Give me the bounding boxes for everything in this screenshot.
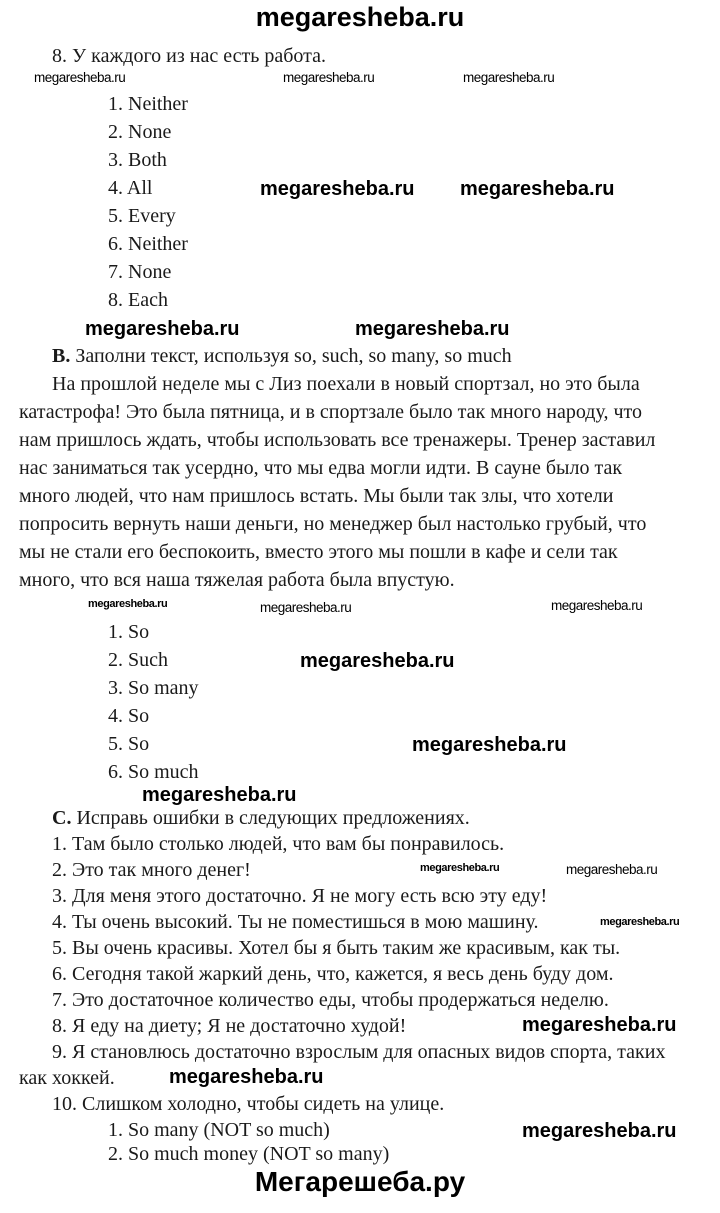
watermark: megaresheba.ru (142, 784, 297, 806)
answer-c-2: 2. So much money (NOT so many) (108, 1143, 390, 1165)
answer-a-8: 8. Each (108, 289, 168, 311)
sentence-c-1: 1. Там было столько людей, что вам бы понравилось. (52, 833, 505, 855)
watermark: megaresheba.ru (522, 1014, 677, 1036)
answer-a-1: 1. Neither (108, 93, 188, 115)
watermark: megaresheba.ru (260, 600, 352, 615)
watermark: megaresheba.ru (300, 650, 455, 672)
answer-b-4: 4. So (108, 705, 150, 727)
answer-a-7: 7. None (108, 261, 172, 283)
text-line: нас заниматься так усердно, что мы едва могли идти. В сауне было так (19, 457, 623, 479)
sentence-c-9-cont: как хоккей. (19, 1067, 115, 1089)
section-a-item-8: 8. У каждого из нас есть работа. (52, 45, 326, 67)
watermark: megaresheba.ru (460, 178, 615, 200)
sentence-c-5: 5. Вы очень красивы. Хотел бы я быть таким же красивым, как ты. (52, 937, 621, 959)
watermark: megaresheba.ru (85, 318, 240, 340)
section-c-letter: C. (52, 807, 72, 829)
watermark: megaresheba.ru (566, 862, 658, 877)
section-b-heading (52, 344, 512, 368)
watermark: megaresheba.ru (600, 916, 680, 928)
answer-b-5: 5. So (108, 733, 150, 755)
sentence-c-4: 4. Ты очень высокий. Ты не поместишься в мою машину. (52, 911, 539, 933)
site-footer-title: Мегарешеба.ру (254, 1166, 466, 1197)
text-line: катастрофа! Это была пятница, и в спортзале было так много народу, что (19, 401, 642, 423)
sentence-c-6: 6. Сегодня такой жаркий день, что, кажется, я весь день буду дом. (52, 963, 614, 985)
answer-a-4: 4. All (108, 177, 153, 199)
answer-b-3: 3. So many (108, 677, 199, 699)
watermark: megaresheba.ru (34, 70, 126, 85)
answer-a-5: 5. Every (108, 205, 176, 227)
watermark: megaresheba.ru (169, 1066, 324, 1088)
watermark: megaresheba.ru (551, 598, 643, 613)
sentence-c-3: 3. Для меня этого достаточно. Я не могу есть всю эту еду! (52, 885, 548, 907)
text-line: мы не стали его беспокоить, вместо этого мы пошли в кафе и сели так (19, 541, 618, 563)
watermark: megaresheba.ru (260, 178, 415, 200)
watermark: megaresheba.ru (412, 734, 567, 756)
watermark: megaresheba.ru (355, 318, 510, 340)
sentence-c-8: 8. Я еду на диету; Я не достаточно худой! (52, 1015, 407, 1037)
watermark: megaresheba.ru (283, 70, 375, 85)
text-line: попросить вернуть наши деньги, но менеджер был настолько грубый, что (19, 513, 647, 535)
answer-c-1: 1. So many (NOT so much) (108, 1119, 330, 1141)
answer-b-2: 2. Such (108, 649, 168, 671)
text-line: На прошлой неделе мы с Лиз поехали в новый спортзал, но это была (52, 373, 640, 395)
answer-a-6: 6. Neither (108, 233, 188, 255)
site-header-title: megaresheba.ru (255, 2, 465, 32)
answer-b-1: 1. So (108, 621, 150, 643)
watermark: megaresheba.ru (420, 862, 500, 874)
text-line: много, что вся наша тяжелая работа была впустую. (19, 569, 455, 591)
watermark: megaresheba.ru (463, 70, 555, 85)
section-b-letter: B. (52, 345, 71, 367)
sentence-c-7: 7. Это достаточное количество еды, чтобы продержаться неделю. (52, 989, 609, 1011)
watermark: megaresheba.ru (522, 1120, 677, 1142)
text-line: много людей, что нам пришлось встать. Мы были так злы, что хотели (19, 485, 614, 507)
section-b-instruction: Заполни текст, используя so, such, so many, so much (75, 345, 512, 367)
watermark: megaresheba.ru (88, 598, 168, 610)
answer-b-6: 6. So much (108, 761, 199, 783)
section-c-instruction: Исправь ошибки в следующих предложениях. (76, 807, 470, 829)
sentence-c-10: 10. Слишком холодно, чтобы сидеть на улице. (52, 1093, 445, 1115)
text-line: нам пришлось ждать, чтобы использовать все тренажеры. Тренер заставил (19, 429, 656, 451)
sentence-c-9: 9. Я становлюсь достаточно взрослым для опасных видов спорта, таких (52, 1041, 666, 1063)
sentence-c-2: 2. Это так много денег! (52, 859, 251, 881)
section-c-heading (52, 806, 470, 830)
section-b-text (19, 372, 719, 596)
answer-a-2: 2. None (108, 121, 172, 143)
answer-a-3: 3. Both (108, 149, 167, 171)
